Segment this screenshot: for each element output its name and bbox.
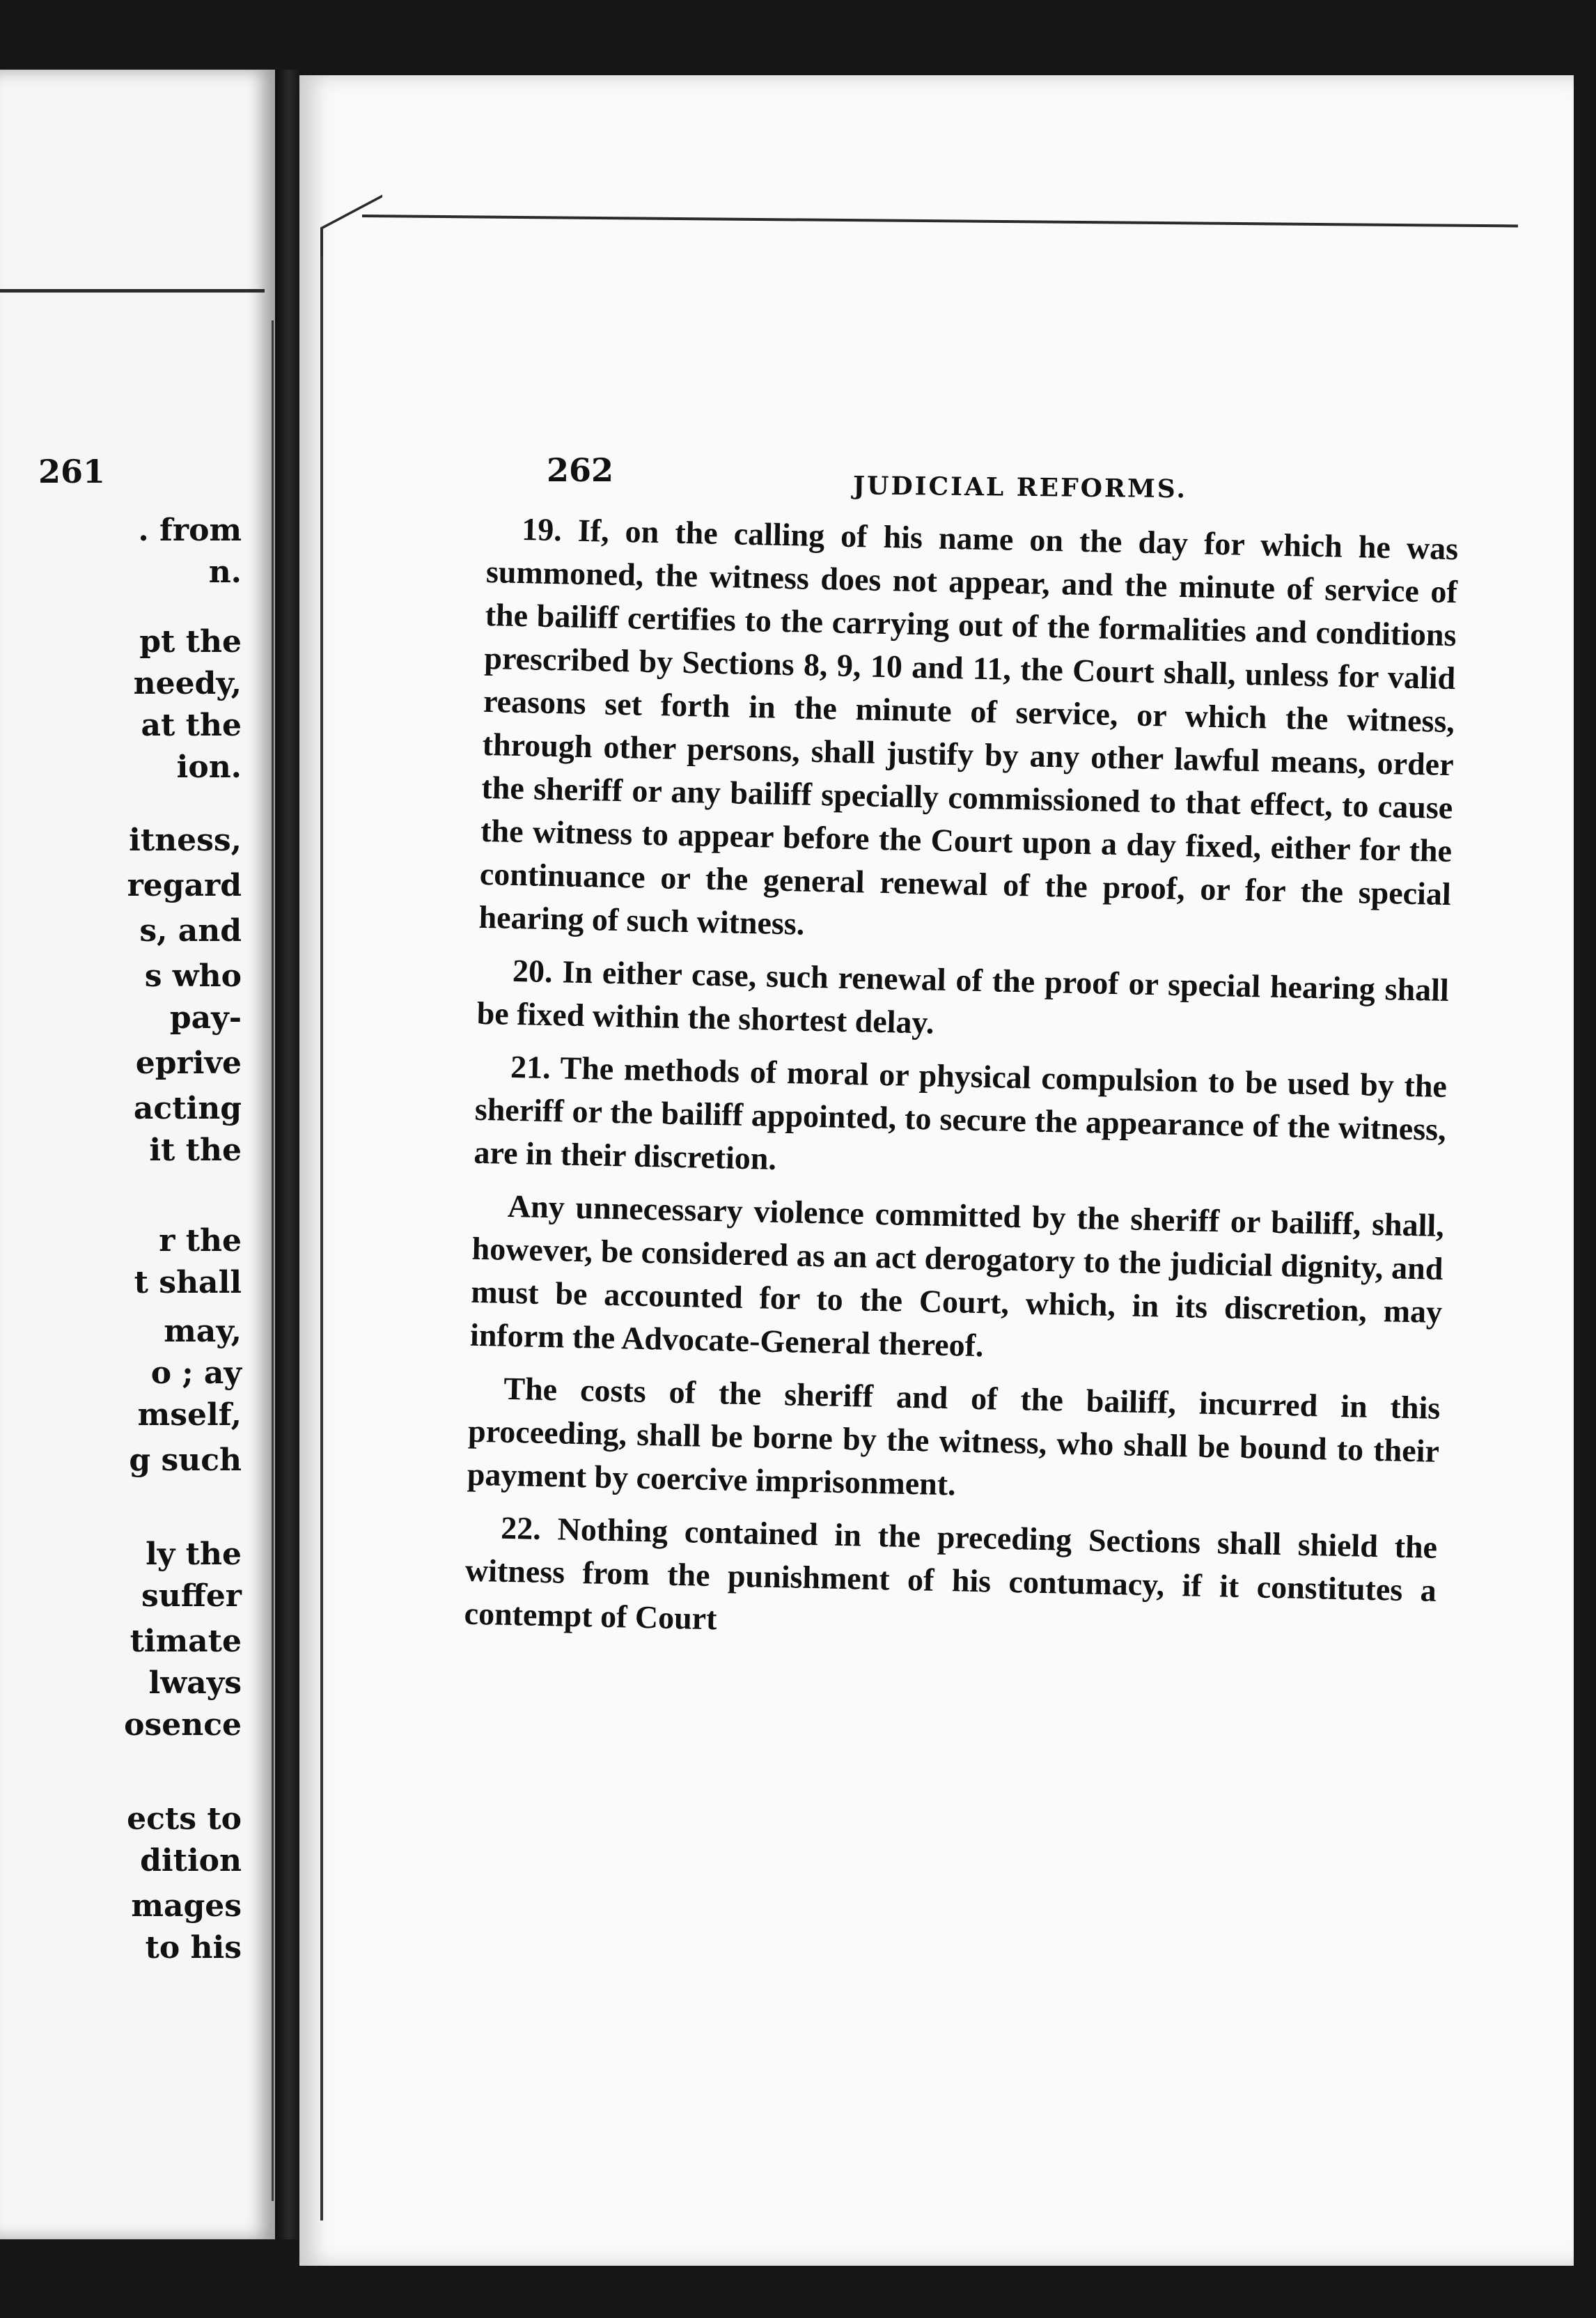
left-page-line-fragment: osence — [124, 1707, 242, 1743]
previous-page — [0, 70, 275, 2239]
left-page-line-fragment: g such — [129, 1442, 242, 1478]
book-gutter — [275, 70, 303, 2239]
page-frame-top — [0, 289, 265, 297]
section-text: The methods of moral or physical compulsion to be used by the sheriff or the bailiff appointed, to secure the appearance of the witness, are in their discretion. — [474, 1050, 1448, 1176]
section-19 — [478, 507, 1459, 959]
section-text: If, on the calling of his name on the day for which he was summoned, the witness does not appear, and the minute of service of the bailiff certifies to the carrying out of the formalities and conditions prescribed by Sections 8, 9, 10 and 11, the Court shall, unless for valid reasons set forth in the minute of service, or which the witness, through other persons, shall justify by any other lawful means, order the sheriff or any bailiff specially commissioned to that effect, to cause the witness to appear before the Court upon a day fixed, either for the continuance or the general renewal of the proof, or for the special hearing of such witness. — [478, 512, 1459, 942]
left-page-line-fragment: acting — [133, 1091, 242, 1126]
left-page-line-fragment: r the — [159, 1223, 242, 1259]
left-page-line-fragment: lways — [148, 1665, 242, 1701]
left-page-line-fragment: ects to — [127, 1801, 242, 1837]
page-frame-left — [320, 256, 323, 2220]
section-number: 22. — [500, 1509, 542, 1546]
right-page-number: 262 — [547, 451, 614, 489]
left-page-line-fragment: ion. — [176, 749, 242, 785]
left-page-line-fragment: dition — [140, 1843, 242, 1878]
section-20 — [476, 949, 1449, 1055]
current-page — [299, 75, 1574, 2266]
left-page-line-fragment: s, and — [139, 913, 242, 949]
left-page-line-fragment: needy, — [133, 666, 242, 701]
left-page-line-fragment: itness, — [129, 823, 242, 858]
left-page-line-fragment: at the — [141, 708, 242, 743]
left-page-line-fragment: pay- — [169, 1000, 242, 1036]
section-21-costs — [467, 1367, 1441, 1516]
left-page-line-fragment: it the — [149, 1133, 242, 1168]
section-21 — [474, 1045, 1448, 1195]
page-corner-fold — [320, 194, 382, 279]
running-head: JUDICIAL REFORMS. — [852, 471, 1188, 504]
page-frame-top — [362, 215, 1518, 227]
left-page-line-fragment: mages — [131, 1888, 242, 1924]
left-page-line-fragment: may, — [164, 1314, 242, 1349]
section-text: In either case, such renewal of the proof or special hearing shall be fixed within the shortest delay. — [476, 954, 1450, 1041]
left-page-line-fragment: to his — [145, 1930, 242, 1966]
left-page-line-fragment: o ; ay — [150, 1355, 242, 1391]
section-number: 20. — [512, 952, 554, 990]
page-frame-right — [272, 320, 274, 2201]
left-page-line-fragment: n. — [208, 554, 242, 590]
left-page-number: 261 — [38, 453, 106, 490]
left-page-line-fragment: pt the — [139, 624, 242, 660]
section-text: The costs of the sheriff and of the bailiff, incurred in this proceeding, shall be borne by the witness, who shall be bound to their payment by coercive imprisonment. — [467, 1370, 1441, 1502]
left-page-line-fragment: timate — [130, 1624, 242, 1659]
section-21-violence — [469, 1184, 1444, 1377]
left-page-line-fragment: . from — [138, 513, 242, 548]
section-text: Nothing contained in the preceding Sections shall shield the witness from the punishment of his contumacy, if it constitutes a contempt of Court — [464, 1511, 1438, 1637]
left-page-line-fragment: t shall — [134, 1265, 242, 1300]
section-text: Any unnecessary violence committed by the sheriff or bailiff, shall, however, be considered as an act derogatory to the judicial dignity, and must be accounted for to the Court, which, in its discretion, may inform the Advocate-General thereof. — [469, 1188, 1445, 1364]
left-page-line-fragment: suffer — [141, 1578, 242, 1614]
left-page-line-fragment: regard — [127, 868, 242, 903]
section-22 — [464, 1506, 1438, 1656]
left-page-line-fragment: ly the — [146, 1537, 242, 1572]
page-body-text — [464, 507, 1459, 1656]
left-page-line-fragment: eprive — [135, 1045, 242, 1081]
left-page-line-fragment: mself, — [137, 1397, 242, 1433]
section-number: 19. — [521, 511, 563, 548]
section-number: 21. — [510, 1048, 551, 1086]
left-page-line-fragment: s who — [144, 958, 242, 994]
